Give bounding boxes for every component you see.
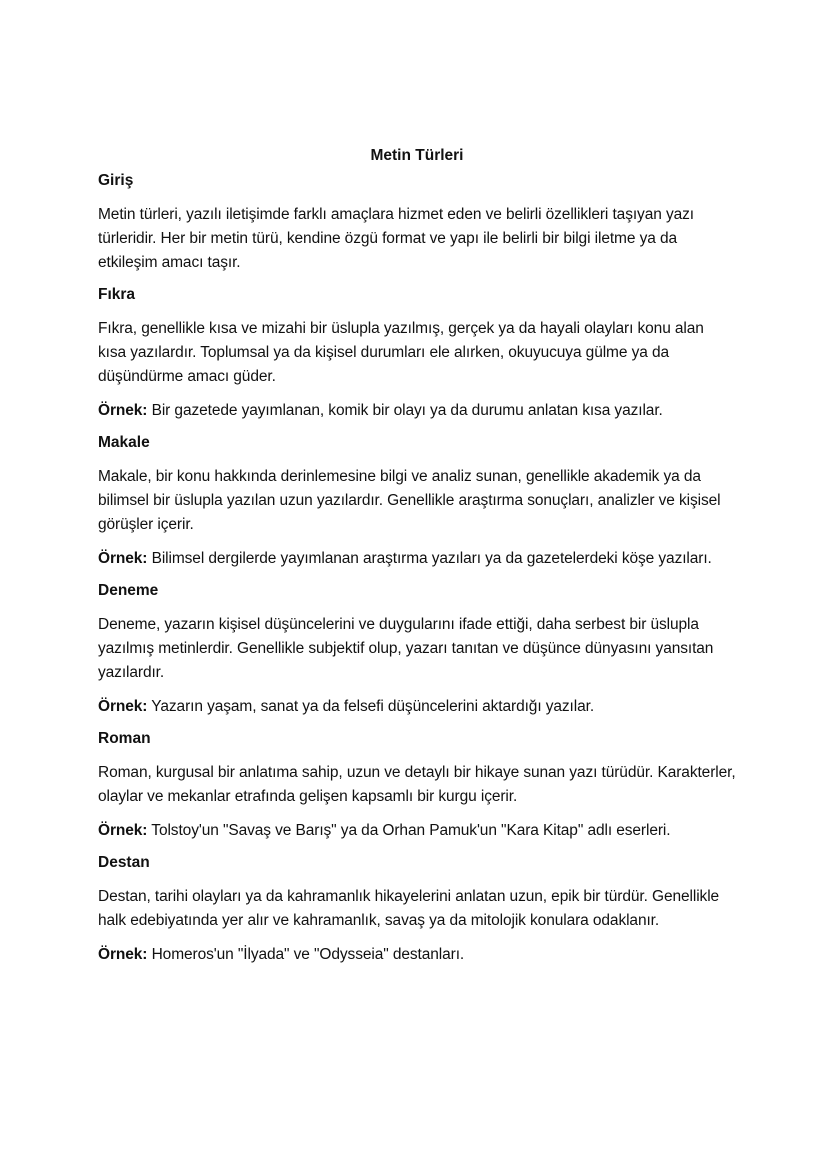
section-example-makale <box>98 547 736 571</box>
document-page <box>98 146 736 977</box>
example-label: Örnek: <box>98 698 148 715</box>
section-heading-makale: Makale <box>98 434 150 451</box>
document-title: Metin Türleri <box>370 147 464 164</box>
example-text: Yazarın yaşam, sanat ya da felsefi düşüncelerini aktardığı yazılar. <box>151 698 595 715</box>
section-heading-destan: Destan <box>98 854 150 871</box>
example-label: Örnek: <box>98 402 148 419</box>
section-body-makale: Makale, bir konu hakkında derinlemesine bilgi ve analiz sunan, genellikle akademik ya da bilimsel bir üslupla yazılan uzun yazılardır. Genellikle araştırma sonuçları, analizler ve kişisel görüşler içerir. <box>98 468 721 533</box>
section-heading-fikra: Fıkra <box>98 286 136 303</box>
section-example-deneme <box>98 695 736 719</box>
example-label: Örnek: <box>98 946 148 963</box>
section-body-deneme: Deneme, yazarın kişisel düşüncelerini ve duygularını ifade ettiği, daha serbest bir üslupla yazılmış metinlerdir. Genellikle subjektif olup, yazarı tanıtan ve düşünce dünyasını yansıtan yazılardır. <box>98 616 714 681</box>
example-text: Bir gazetede yayımlanan, komik bir olayı ya da durumu anlatan kısa yazılar. <box>151 402 663 419</box>
section-body-roman: Roman, kurgusal bir anlatıma sahip, uzun ve detaylı bir hikaye sunan yazı türüdür. Karakterler, olaylar ve mekanlar etrafında gelişen kapsamlı bir kurgu içerir. <box>98 764 736 805</box>
example-label: Örnek: <box>98 550 148 567</box>
example-label: Örnek: <box>98 822 148 839</box>
section-heading-roman: Roman <box>98 730 151 747</box>
section-body-intro: Metin türleri, yazılı iletişimde farklı amaçlara hizmet eden ve belirli özellikleri taşıyan yazı türleridir. Her bir metin türü, kendine özgü format ve yapı ile belirli bir bilgi iletme ya da etkileşim amacı taşır. <box>98 206 694 271</box>
section-example-fikra <box>98 399 736 423</box>
example-text: Tolstoy'un "Savaş ve Barış" ya da Orhan Pamuk'un "Kara Kitap" adlı eserleri. <box>151 822 671 839</box>
section-example-destan <box>98 943 736 967</box>
example-text: Bilimsel dergilerde yayımlanan araştırma yazıları ya da gazetelerdeki köşe yazıları. <box>151 550 712 567</box>
example-text: Homeros'un "İlyada" ve "Odysseia" destanları. <box>151 946 465 963</box>
section-heading-intro: Giriş <box>98 172 134 189</box>
section-heading-deneme: Deneme <box>98 582 159 599</box>
section-body-destan: Destan, tarihi olayları ya da kahramanlık hikayelerini anlatan uzun, epik bir türdür. Genellikle halk edebiyatında yer alır ve kahramanlık, savaş ya da mitolojik konulara odaklanır. <box>98 888 720 929</box>
section-body-fikra: Fıkra, genellikle kısa ve mizahi bir üslupla yazılmış, gerçek ya da hayali olayları konu alan kısa yazılardır. Toplumsal ya da kişisel durumları ele alırken, okuyucuya gülme ya da düşündürme amacı güder. <box>98 320 704 385</box>
section-example-roman <box>98 819 736 843</box>
